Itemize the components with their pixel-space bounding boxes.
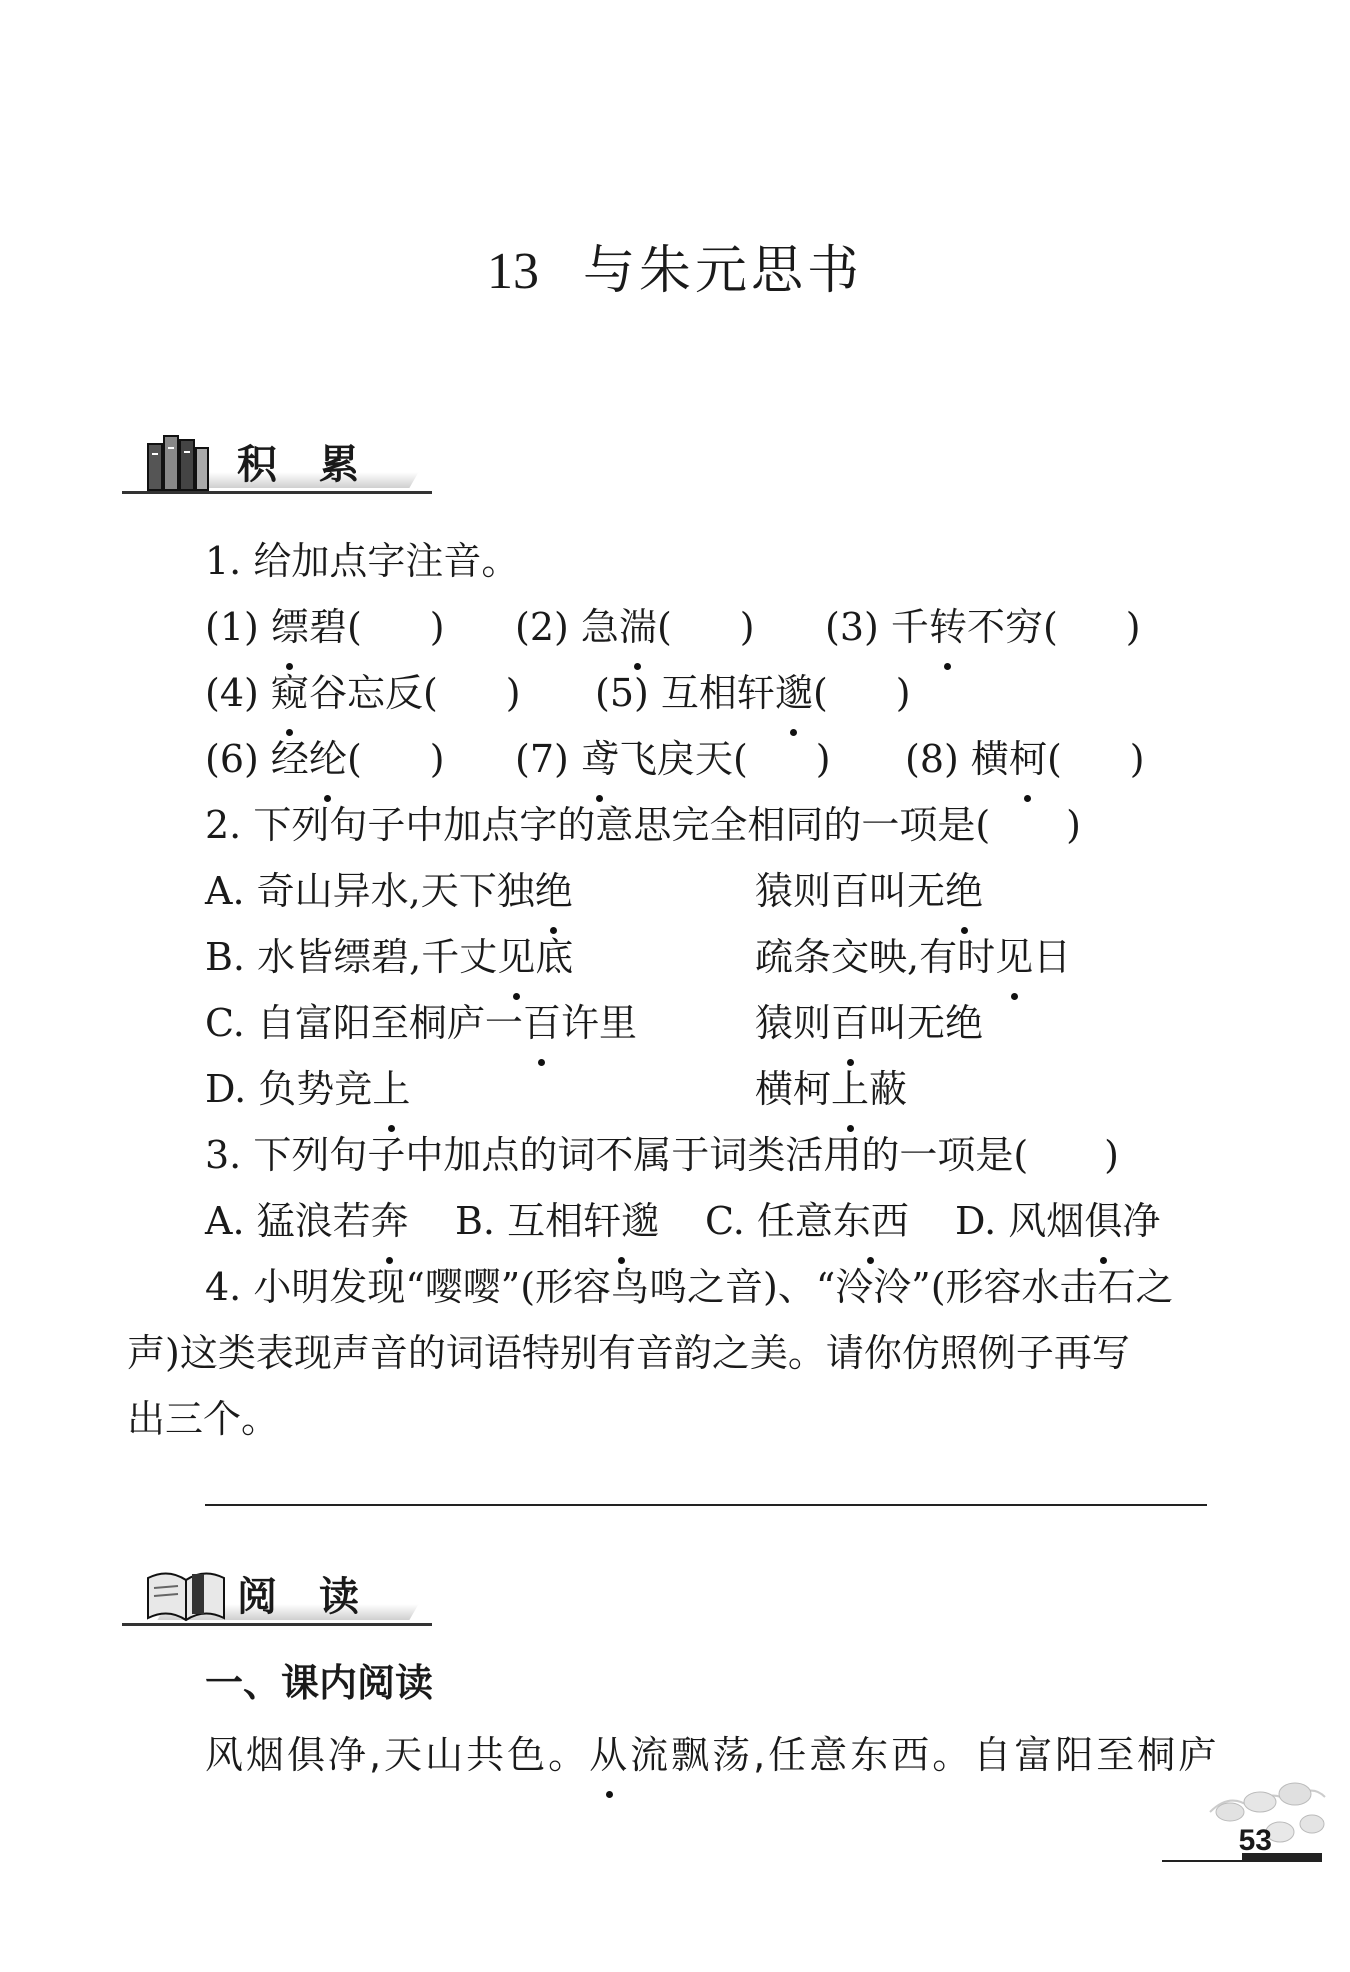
q2-option-b-right: 疏条交映,有时见日 [755,924,1071,990]
q1-item: (1) 缥碧( ) [205,594,445,660]
open-book-icon [144,1564,228,1624]
q1-item: (5) 互相轩邈( ) [595,660,911,726]
dotted-char: 见 [995,924,1033,990]
dotted-char: 柯 [1009,726,1047,792]
q2-option-c-right: 猿则百叫无绝 [755,990,983,1056]
q1-item: (8) 横柯( ) [905,726,1145,792]
q2-option-a-right: 猿则百叫无绝 [755,858,983,924]
page-number: 53 [1238,1824,1272,1857]
dotted-char: 邈 [775,660,813,726]
dotted-char: 缥 [271,594,309,660]
lesson-name: 与朱元思书 [582,241,863,301]
q3-option-c: C. 任意东西 [705,1188,909,1254]
answer-line [205,1504,1207,1506]
q2-option-a: A. 奇山异水,天下独绝 [205,858,573,924]
section-label: 阅读 [237,1574,401,1620]
question-3-stem: 3. 下列句子中加点的词不属于词类活用的一项是( ) [205,1133,1119,1177]
q1-item: (4) 窥谷忘反( ) [205,660,521,726]
section-header-reading [122,1562,432,1632]
dotted-char: 绝 [945,858,983,924]
q3-option-d: D. 风烟俱净 [955,1188,1160,1254]
dotted-word: 东西 [833,1188,909,1254]
q2-option-d: D. 负势竞上 [205,1056,410,1122]
q3-option-a: A. 猛浪若奔 [205,1188,409,1254]
dotted-char: 纶 [309,726,347,792]
q1-item: (2) 急湍( ) [515,594,755,660]
dotted-char: 湍 [619,594,657,660]
dotted-char: 俱 [1084,1188,1122,1254]
dotted-char: 转 [929,594,967,660]
question-1-stem: 1. 给加点字注音。 [205,539,520,583]
dotted-char: 绝 [535,858,573,924]
dotted-char: 鸢 [581,726,619,792]
question-4-line-3: 出三个。 [127,1397,280,1441]
dotted-char: 奔 [371,1188,409,1254]
q3-option-b: B. 互相轩邈 [455,1188,659,1254]
q1-item: (6) 经纶( ) [205,726,445,792]
q2-option-c: C. 自富阳至桐庐一百许里 [205,990,637,1056]
dotted-char: 从 [589,1722,630,1788]
dotted-char: 百 [831,990,869,1056]
dotted-char: 上 [372,1056,410,1122]
section-header-accumulation [122,430,432,500]
books-icon [144,430,224,492]
reading-passage: 风烟俱净,天山共色。从流飘荡,任意东西。自富阳至桐庐 [205,1722,1219,1788]
q1-item: (7) 鸢飞戾天( ) [515,726,831,792]
question-4-line-2: 声)这类表现声音的词语特别有音韵之美。请你仿照例子再写 [127,1331,1130,1375]
q2-option-d-right: 横柯上蔽 [755,1056,907,1122]
dotted-char: 上 [831,1056,869,1122]
lesson-title [0,228,1350,303]
lesson-number: 13 [486,243,539,300]
dotted-word: 轩邈 [583,1188,659,1254]
dotted-char: 见 [497,924,535,990]
q2-option-b: B. 水皆缥碧,千丈见底 [205,924,573,990]
section-label: 积累 [237,442,401,488]
reading-part-title: 一、课内阅读 [205,1661,434,1705]
q1-item: (3) 千转不穷( ) [825,594,1141,660]
dotted-char: 窥 [271,660,309,726]
dotted-char: 百 [523,990,561,1056]
question-2-stem: 2. 下列句子中加点字的意思完全相同的一项是( ) [205,803,1081,847]
question-4-line-1: 4. 小明发现“嘤嘤”(形容鸟鸣之音)、“泠泠”(形容水击石之 [205,1265,1174,1309]
